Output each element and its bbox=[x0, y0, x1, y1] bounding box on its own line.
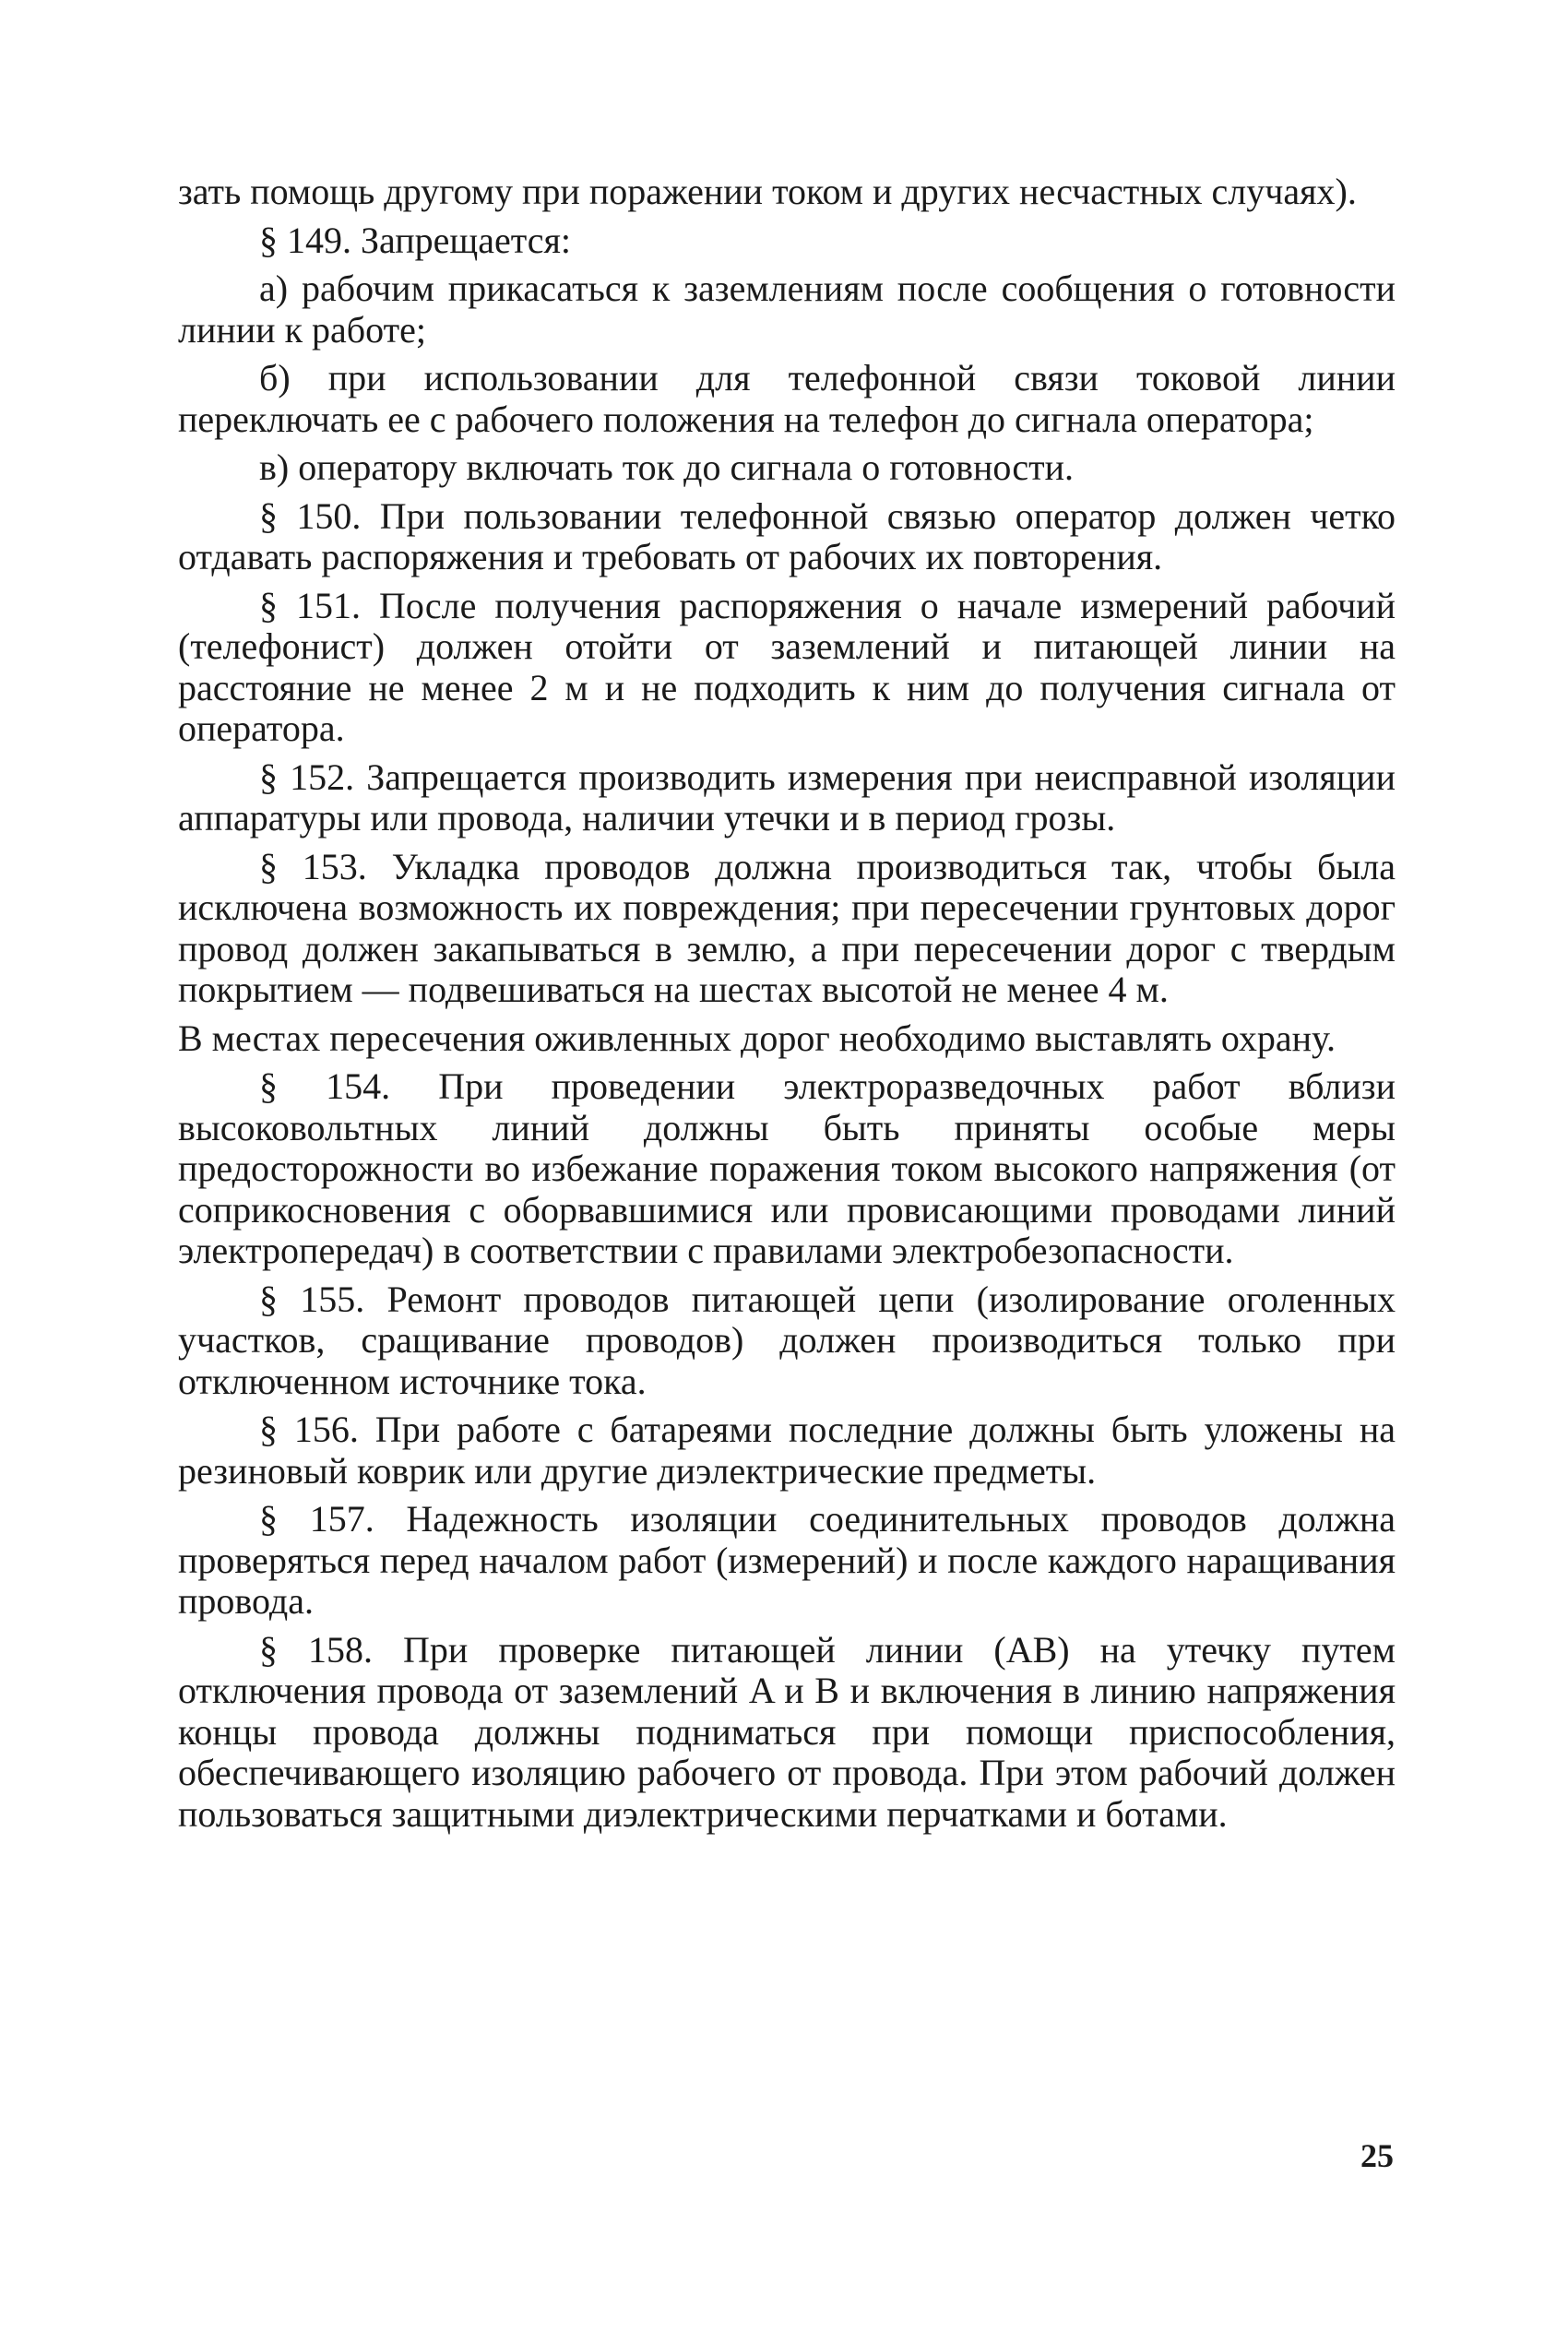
section-151: § 151. После получения распоряжения о начале измерений рабочий (телефонист) должен отойти от заземлений и питающей линии на расстояние не менее 2 м и не подходить к ним до получения сигнала от оператора. bbox=[178, 584, 1396, 749]
section-154: § 154. При проведении электроразведочных работ вблизи высоковольтных линий должны быть приняты особые меры предосторожности во избежание поражения током высокого напряжения (от соприкосновения с оборвавшимися или провисающими проводами линий электропередач) в соответствии с правилами электробезопасности. bbox=[178, 1065, 1396, 1271]
section-150: § 150. При пользовании телефонной связью оператор должен четко отдавать распоряжения и требовать от рабочих их повторения. bbox=[178, 494, 1396, 577]
section-149-item-c: в) оператору включать ток до сигнала о готовности. bbox=[259, 446, 1075, 488]
section-153: § 153. Укладка проводов должна производиться так, чтобы была исключена возможность их повреждения; при пересечении грунтовых дорог провод должен закапываться в землю, а при пересечении дорог с твердым покрытием — подвешиваться на шестах высотой не менее 4 м. bbox=[178, 845, 1396, 1010]
page-body bbox=[178, 172, 1396, 1842]
section-155: § 155. Ремонт проводов питающей цепи (изолирование оголенных участков, сращивание проводов) должен производиться только при отключенном источнике тока. bbox=[178, 1278, 1396, 1402]
section-149-heading: § 149. Запрещается: bbox=[259, 219, 571, 261]
paragraph-continuation: зать помощь другому при поражении током и других несчастных случаях). bbox=[178, 171, 1357, 212]
section-152: § 152. Запрещается производить измерения при неисправной изоляции аппаратуры или провода, наличии утечки и в период грозы. bbox=[178, 755, 1396, 838]
page-number: 25 bbox=[1360, 2137, 1394, 2174]
section-158: § 158. При проверке питающей линии (AB) на утечку путем отключения провода от заземлений A и B и включения в линию напряжения концы провода должны подниматься при помощи приспособления, обеспечивающего изоляцию рабочего от провода. При этом рабочий должен пользоваться защитными диэлектрическими перчатками и ботами. bbox=[178, 1628, 1396, 1835]
section-149-item-b: б) при использовании для телефонной связи токовой линии переключать ее с рабочего положения на телефон до сигнала оператора; bbox=[178, 357, 1396, 440]
section-153-note: В местах пересечения оживленных дорог необходимо выставлять охрану. bbox=[178, 1017, 1336, 1059]
section-157: § 157. Надежность изоляции соединительных проводов должна проверяться перед началом работ (измерений) и после каждого наращивания провода. bbox=[178, 1498, 1396, 1622]
section-156: § 156. При работе с батареями последние должны быть уложены на резиновый коврик или другие диэлектрические предметы. bbox=[178, 1409, 1396, 1492]
section-149-item-a: а) рабочим прикасаться к заземлениям после сообщения о готовности линии к работе; bbox=[178, 268, 1396, 351]
